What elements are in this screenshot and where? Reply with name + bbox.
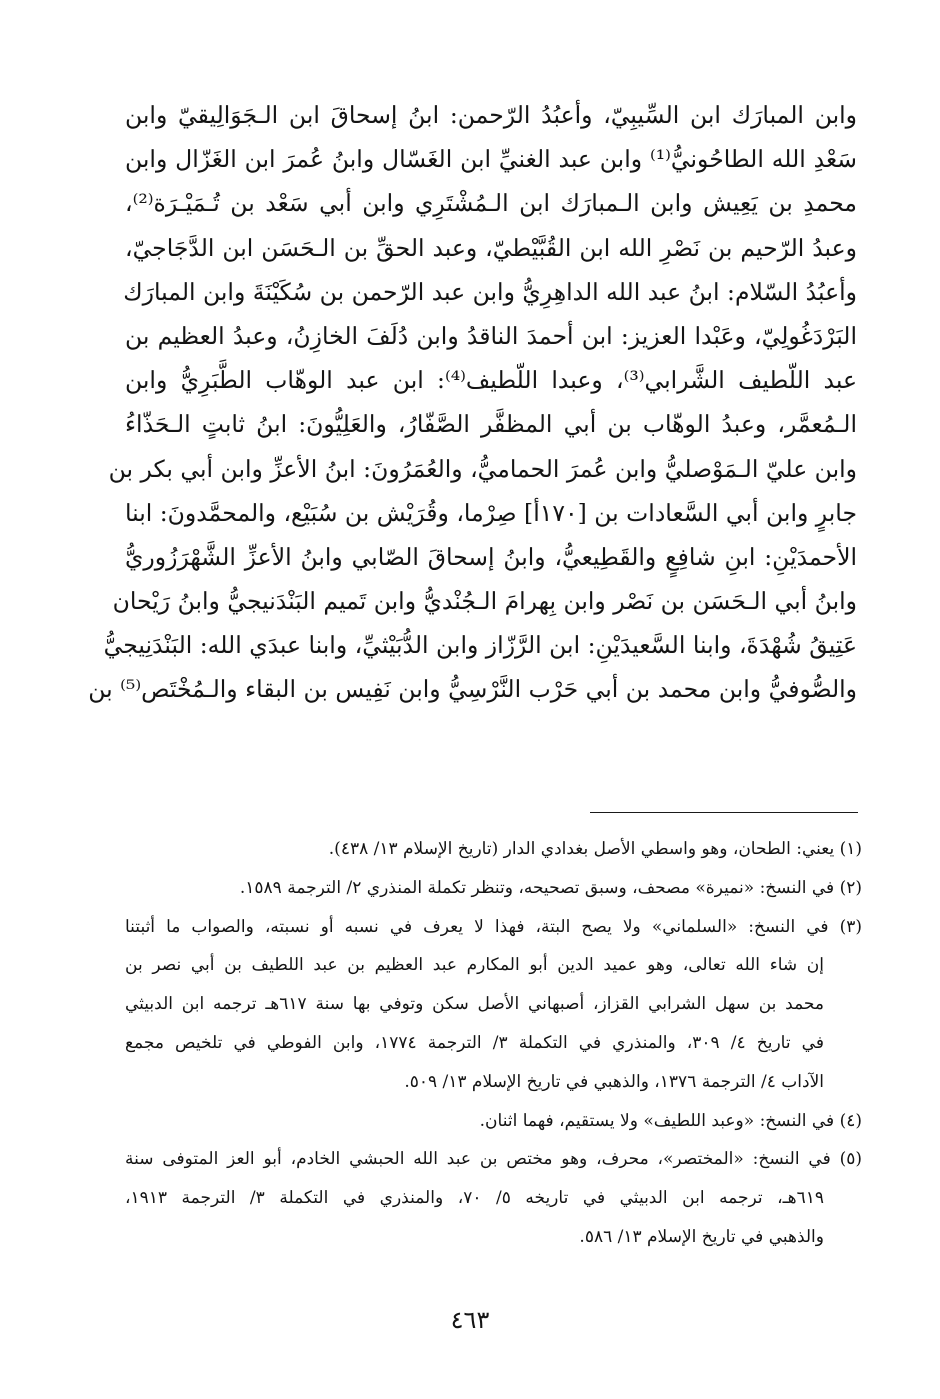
main-text-line: الأحمدَيْنِ: ابنِ شافِعٍ والقَطِيعيُّ، وابنُ إسحاقَ الصّابي وابنُ الأعزِّ الشَّهْرَزُوريُّ [125, 542, 857, 571]
footnote-line: والذهبي في تاريخ الإسلام ١٣/ ٥٨٦. [579, 1226, 824, 1247]
main-text-line: عبد اللّطيف الشَّرابي⁽³⁾، وعبدا اللّطيف⁽⁴⁾: ابن عبد الوهّاب الطَّبَرِيُّ وابن [125, 366, 857, 395]
main-text-line: عَتِيقُ شُهْدَةَ، وابنا السَّعيدَيْنِ: ابن الرَّزّاز وابن الدُّبَيْثيِّ، وابنا عبدَي الله: البَنْدَنِيجيُّ [103, 631, 857, 660]
main-text [88, 93, 857, 712]
footnote-line: (٤) في النسخ: «وعبد اللطيف» ولا يستقيم، فهما اثنان. [479, 1110, 862, 1131]
main-text-line: وعبدُ الرّحيم بن نَصْرِ الله ابن القُبَّيْطيّ، وعبد الحقِّ بن الـحَسَن ابن الدَّجَاجيّ، [125, 233, 857, 262]
footnote-line: (١) يعني: الطحان، وهو واسطي الأصل بغدادي الدار (تاريخ الإسلام ١٣/ ٤٣٨). [328, 839, 862, 859]
main-text-line: وابنُ أبي الـحَسَن بن نَصْر وابن بِهرامَ الـجُنْديُّ وابن تَميم البَنْدَنيجيُّ وابنُ رَيْحان [112, 587, 857, 616]
main-text-line: الـمُعمَّر، وعبدُ الوهّاب بن أبي المظفَّر الصَّفّارُ، والعَلِيُّونَ: ابنُ ثابتٍ الـحَذّاءُ [125, 410, 857, 439]
main-text-line: سَعْدِ الله الطاحُونيُّ⁽¹⁾ وابن عبد الغنيِّ ابن الغَسّال وابنُ عُمرَ ابن الغَزّال وابن [125, 145, 857, 174]
footnote-divider [590, 812, 858, 813]
footnote-3 [125, 908, 862, 1102]
main-text-line: محمدِ بن يَعِيش وابن الـمبارَك ابن الـمُشْتَرِي وابن أبي سَعْد بن تُـمَيْـرَة⁽²⁾، [125, 189, 857, 218]
footnote-line: (٥) في النسخ: «المختصر»، محرف، وهو مختص بن عبد الله الحبشي الخادم، أبو العز المتوفى سنة [125, 1149, 862, 1170]
main-text-line: البَرْدَغُولِيّ، وعَبْدا العزيز: ابن أحمدَ الناقدُ وابن دُلَفَ الخازِنُ، وعبدُ العظيم بن [125, 321, 857, 350]
main-text-line: وأعبُدُ السّلام: ابنُ عبد الله الداهِرِيُّ وابن عبد الرّحمن بن سُكَيْنَةَ وابن المبارَك [123, 277, 857, 306]
main-text-line: جابرٍ وابن أبي السَّعادات بن [١٧٠أ] صِرْما، وقُرَيْش بن سُبَيْع، والمحمَّدونَ: ابنا [124, 498, 857, 527]
footnotes [125, 830, 862, 1257]
footnote-line: محمد بن سهل الشرابي القزاز، أصبهاني الأصل سكن وتوفي بها سنة ٦١٧هـ ترجمه ابن الدبيثي [125, 994, 824, 1015]
main-text-line: وابن المبارَك ابن السِّيبِيّ، وأعبُدُ الرّحمن: ابنُ إسحاقَ ابن الـجَوَالِيقيّ وابن [125, 101, 857, 129]
main-text-line: والصُّوفيُّ وابن محمد بن أبي حَرْب النَّرْسِيُّ وابن نَفِيس بن البقاء والـمُخْتَص⁽⁵⁾ بن [88, 675, 857, 704]
footnote-1 [125, 830, 862, 869]
main-text-line: وابن عليّ الـمَوْصليُّ وابن عُمرَ الحماميُّ، والعُمَرُونَ: ابنُ الأعزِّ وابن أبي بكر بن [108, 454, 857, 483]
footnote-line: في تاريخ ٤/ ٣٠٩، والمنذري في التكملة ٣/ الترجمة ١٧٧٤، وابن الفوطي في تلخيص مجمع [125, 1032, 824, 1053]
footnote-4 [125, 1102, 862, 1141]
page-number: ٤٦٣ [450, 1306, 490, 1334]
footnote-2 [125, 869, 862, 908]
footnote-line: (٢) في النسخ: «نميرة» مصحف، وسبق تصحيحه، وتنظر تكملة المنذري ٢/ الترجمة ١٥٨٩. [239, 877, 862, 898]
footnote-line: (٣) في النسخ: «السلماني» ولا يصح البتة، فهذا لا يعرف في نسبه أو نسبته، والصواب ما أثبتنا [125, 916, 862, 937]
footnote-line: الآداب ٤/ الترجمة ١٣٧٦، والذهبي في تاريخ الإسلام ١٣/ ٥٠٩. [404, 1071, 824, 1092]
footnote-line: ٦١٩هـ، ترجمه ابن الدبيثي في تاريخه ٥/ ٧٠، والمنذري في التكملة ٣/ الترجمة ١٩١٣، [125, 1188, 824, 1209]
footnote-5 [125, 1140, 862, 1256]
footnote-line: إن شاء الله تعالى، وهو عميد الدين أبو المكارم عبد العظيم بن عبد اللطيف بن أبي نصر بن [125, 955, 824, 976]
